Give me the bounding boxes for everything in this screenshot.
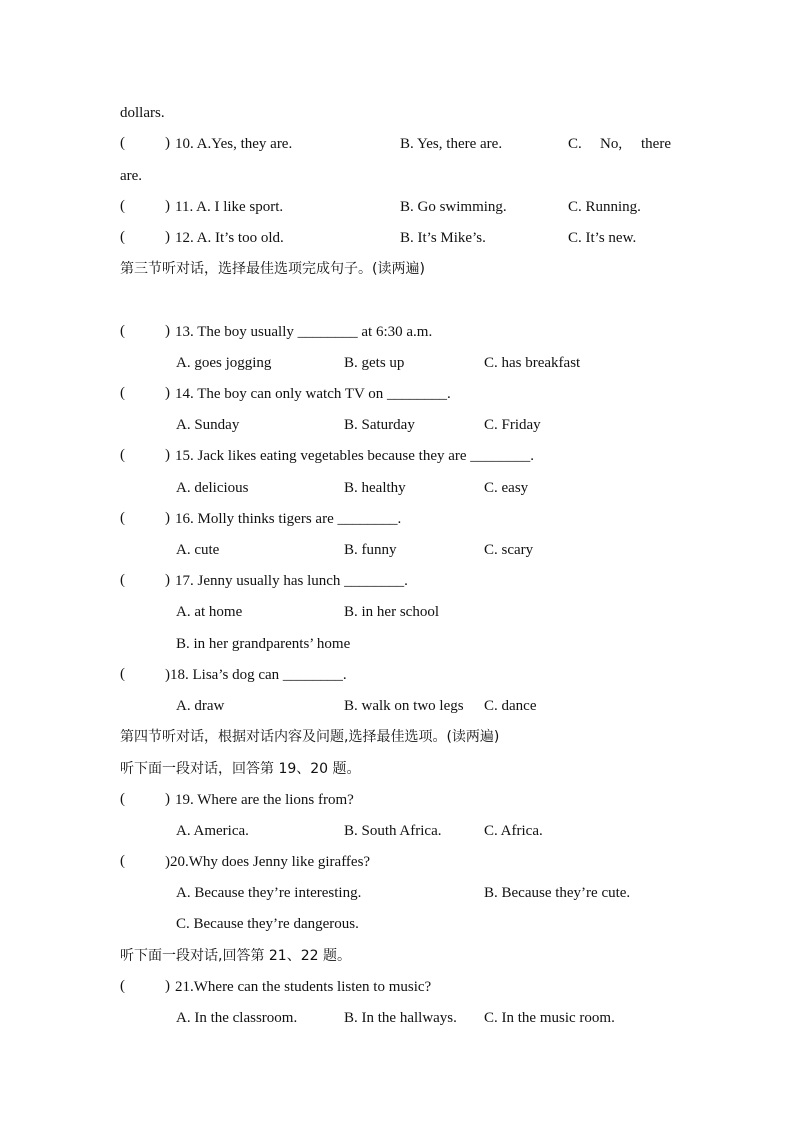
answer-paren-close: ): [165, 447, 170, 463]
answer-paren-open: (: [120, 447, 125, 463]
answer-paren-close: ): [165, 385, 170, 401]
option-c: C. dance: [484, 698, 537, 714]
sub-heading-21-22: 听下面一段对话,回答第 21、22 题。: [120, 948, 351, 964]
answer-paren-close: ): [165, 572, 170, 588]
answer-paren-open: (: [120, 853, 125, 869]
option-b: B. in her school: [344, 604, 439, 620]
answer-paren-open: (: [120, 323, 125, 339]
option-b: B. Saturday: [344, 417, 415, 433]
question-stem: 19. Where are the lions from?: [175, 792, 354, 808]
option-c: C. has breakfast: [484, 355, 581, 371]
question-stem: 15. Jack likes eating vegetables because they are ________.: [175, 448, 535, 464]
option-c-word3: there: [641, 136, 671, 152]
section-3-heading: 第三节听对话，选择最佳选项完成句子。(读两遍): [120, 261, 425, 277]
option-b: B. healthy: [344, 480, 406, 496]
option-c: C. It’s new.: [568, 230, 637, 246]
answer-paren-close: ): [165, 135, 170, 151]
q9-tail: dollars.: [120, 105, 165, 121]
option-c: C. Africa.: [484, 823, 543, 839]
option-c: C. scary: [484, 542, 534, 558]
option-a: A. Sunday: [176, 417, 240, 433]
option-a: A. goes jogging: [176, 355, 272, 371]
question-stem: 11. A. I like sport.: [175, 199, 284, 215]
option-c: C. easy: [484, 480, 529, 496]
question-stem: )20.Why does Jenny like giraffes?: [165, 854, 371, 870]
question-stem: 16. Molly thinks tigers are ________.: [175, 511, 402, 527]
option-b: B. In the hallways.: [344, 1010, 457, 1026]
answer-paren-close: ): [165, 978, 170, 994]
option-c: B. in her grandparents’ home: [176, 636, 351, 652]
answer-paren-open: (: [120, 666, 125, 682]
question-stem: 14. The boy can only watch TV on ________.: [175, 386, 451, 402]
question-stem: 17. Jenny usually has lunch ________.: [175, 573, 408, 589]
answer-paren-open: (: [120, 198, 125, 214]
option-b: B. Because they’re cute.: [484, 885, 631, 901]
option-b: B. funny: [344, 542, 397, 558]
question-stem: 10. A.Yes, they are.: [175, 136, 293, 152]
answer-paren-open: (: [120, 572, 125, 588]
option-a: A. delicious: [176, 480, 249, 496]
sub-heading-19-20: 听下面一段对话，回答第 19、20 题。: [120, 761, 361, 777]
option-b: B. gets up: [344, 355, 405, 371]
answer-paren-close: ): [165, 323, 170, 339]
question-stem: 12. A. It’s too old.: [175, 230, 284, 246]
option-c-word1: C.: [568, 136, 582, 152]
option-a: A. draw: [176, 698, 225, 714]
answer-paren-open: (: [120, 510, 125, 526]
option-b: B. walk on two legs: [344, 698, 464, 714]
answer-paren-close: ): [165, 198, 170, 214]
answer-paren-close: ): [165, 229, 170, 245]
answer-paren-open: (: [120, 978, 125, 994]
option-a: A. at home: [176, 604, 243, 620]
option-a: A. America.: [176, 823, 249, 839]
answer-paren-open: (: [120, 791, 125, 807]
option-c-continuation: are.: [120, 168, 143, 184]
option-c: C. Running.: [568, 199, 641, 215]
option-b: B. It’s Mike’s.: [400, 230, 486, 246]
option-c-word2: No,: [600, 136, 623, 152]
option-a: A. Because they’re interesting.: [176, 885, 362, 901]
answer-paren-close: ): [165, 791, 170, 807]
answer-paren-open: (: [120, 135, 125, 151]
answer-paren-open: (: [120, 385, 125, 401]
option-b: B. Yes, there are.: [400, 136, 503, 152]
option-c: C. In the music room.: [484, 1010, 615, 1026]
answer-paren-open: (: [120, 229, 125, 245]
option-b: B. Go swimming.: [400, 199, 507, 215]
option-a: A. cute: [176, 542, 220, 558]
option-a: A. In the classroom.: [176, 1010, 298, 1026]
option-c: C. Friday: [484, 417, 541, 433]
question-stem: 13. The boy usually ________ at 6:30 a.m.: [175, 324, 433, 340]
question-stem: )18. Lisa’s dog can ________.: [165, 667, 347, 683]
question-stem: 21.Where can the students listen to music?: [175, 979, 432, 995]
answer-paren-close: ): [165, 510, 170, 526]
section-4-heading: 第四节听对话，根据对话内容及问题,选择最佳选项。(读两遍): [120, 729, 500, 745]
option-c: C. Because they’re dangerous.: [176, 916, 359, 932]
option-b: B. South Africa.: [344, 823, 442, 839]
